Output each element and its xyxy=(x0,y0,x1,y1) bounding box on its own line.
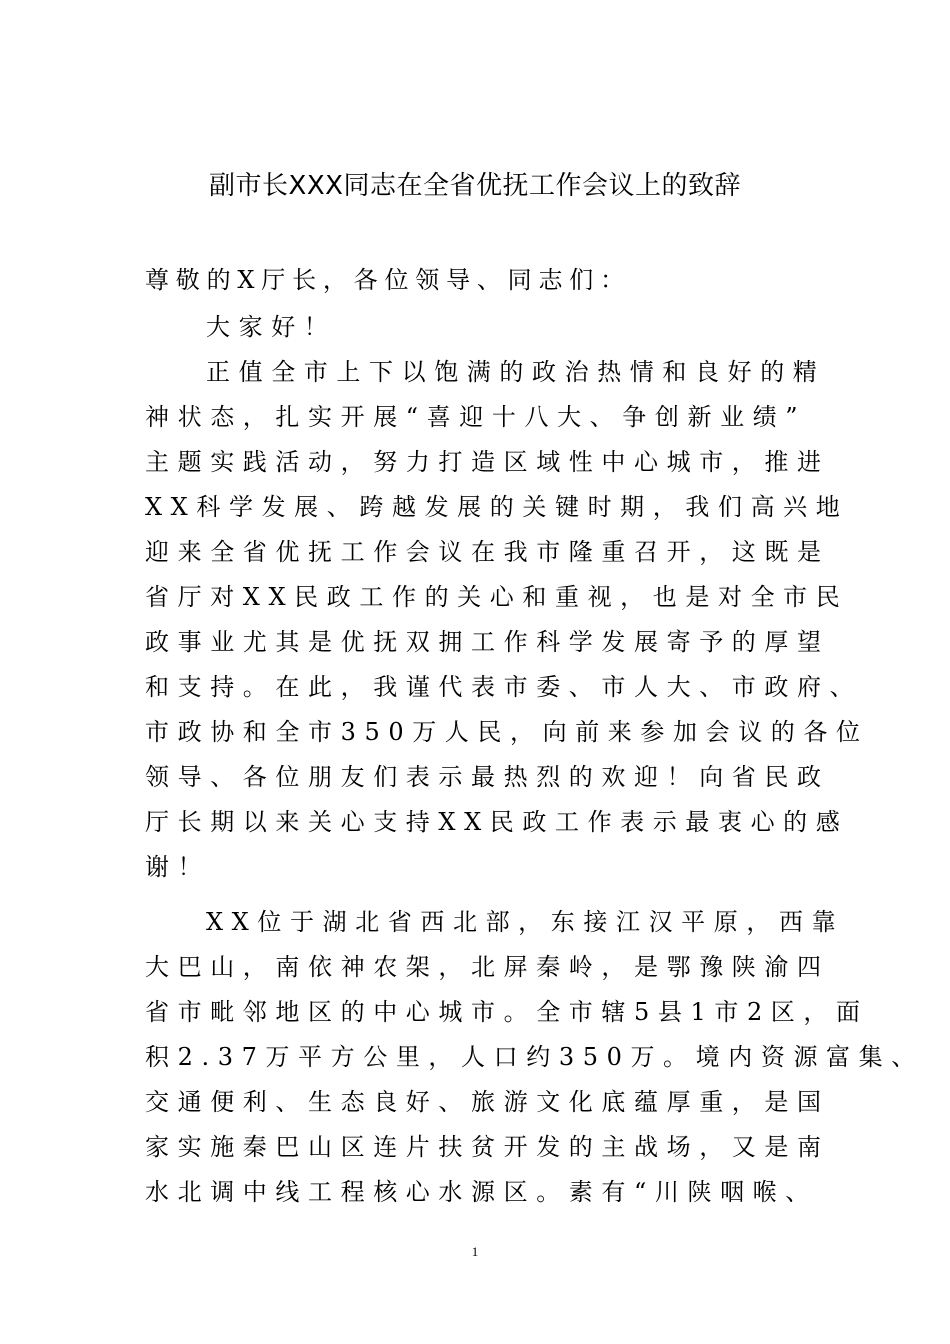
paragraph-1-line: 领导、各位朋友们表示最热烈的欢迎！向省民政 xyxy=(145,763,830,791)
paragraph-2-line: 水北调中线工程核心水源区。素有“川陕咽喉、 xyxy=(145,1178,818,1206)
paragraph-1-line: 市政协和全市350万人民，向前来参加会议的各位 xyxy=(145,718,869,746)
paragraph-1-line: 政事业尤其是优抚双拥工作科学发展寄予的厚望 xyxy=(145,628,830,656)
paragraph-1-line: 谢！ xyxy=(145,853,211,881)
paragraph-1-line: 厅长期以来关心支持XX民政工作表示最衷心的感 xyxy=(145,808,849,836)
paragraph-1-line: 主题实践活动，努力打造区域性中心城市，推进 xyxy=(145,448,830,476)
greeting-line: 大家好！ xyxy=(206,313,337,341)
paragraph-1-line: 省厅对XX民政工作的关心和重视，也是对全市民 xyxy=(145,583,849,611)
document-title: 副市长XXX同志在全省优抚工作会议上的致辞 xyxy=(209,171,741,201)
paragraph-2-line: 家实施秦巴山区连片扶贫开发的主战场，又是南 xyxy=(145,1133,830,1161)
paragraph-1-line: 和支持。在此，我谨代表市委、市人大、市政府、 xyxy=(145,673,863,701)
page-number: 1 xyxy=(471,1244,479,1259)
paragraph-1-line: 神状态，扎实开展“喜迎十八大、争创新业绩” xyxy=(145,403,807,431)
paragraph-2-line: 交通便利、生态良好、旅游文化底蕴厚重，是国 xyxy=(145,1088,830,1116)
paragraph-2-line: 大巴山，南依神农架，北屏秦岭，是鄂豫陕渝四 xyxy=(145,953,830,981)
paragraph-2-line: 省市毗邻地区的中心城市。全市辖5县1市2区，面 xyxy=(145,998,869,1026)
paragraph-1-line: 正值全市上下以饱满的政治热情和良好的精 xyxy=(206,358,826,386)
paragraph-2-line: XX位于湖北省西北部，东接江汉平原，西靠 xyxy=(206,908,845,936)
paragraph-2-line: 积2.37万平方公里，人口约350万。境内资源富集、 xyxy=(145,1043,924,1071)
paragraph-1-line: 迎来全省优抚工作会议在我市隆重召开，这既是 xyxy=(145,538,830,566)
salutation-line: 尊敬的X厅长，各位领导、同志们： xyxy=(145,266,631,294)
paragraph-1-line: XX科学发展、跨越发展的关键时期，我们高兴地 xyxy=(145,493,849,521)
